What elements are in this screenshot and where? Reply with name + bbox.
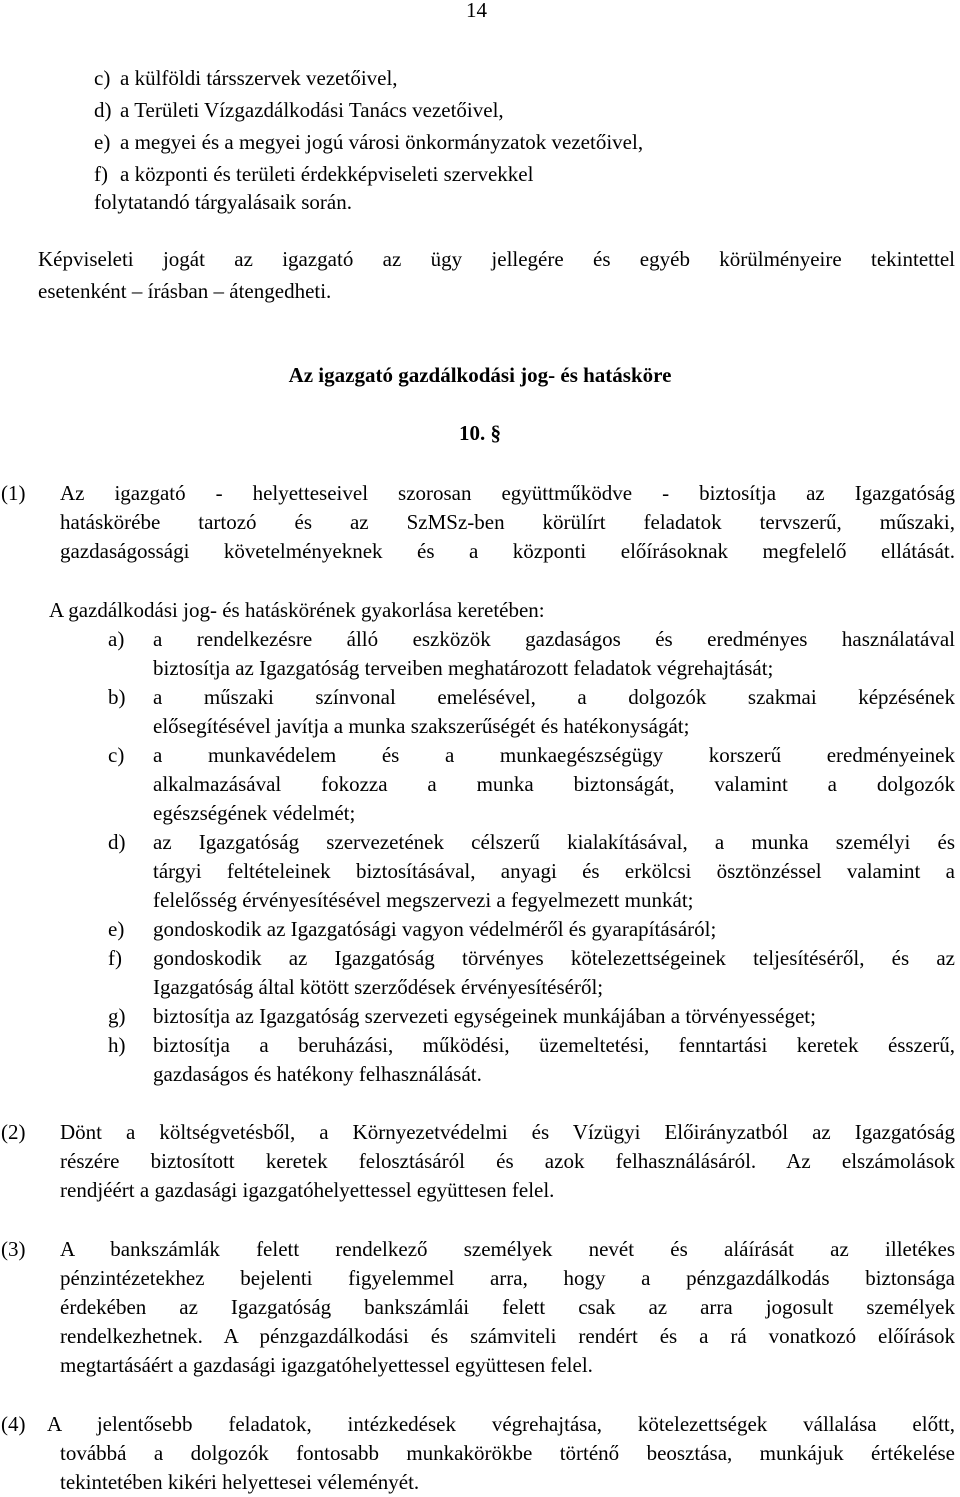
list-marker: d) [94,98,112,122]
list-text: a külföldi társszervek vezetőivel, [120,66,398,90]
paragraph-4 [47,1410,955,1497]
paragraph-line: tekintetében kikéri helyettesei véleményét. [60,1470,420,1494]
item-line: tárgyi feltételeinek biztosításával, anyagi és erkölcsi ösztönzéssel valamint a [153,859,955,883]
section-number: 10. § [459,421,501,445]
item-line: alkalmazásával fokozza a munka biztonságát, valamint a dolgozók [153,772,955,796]
item-marker: e) [108,917,125,941]
item-marker: c) [108,743,125,767]
paragraph-line: Képviseleti jogát az igazgató az ügy jellegére és egyéb körülményeire tekintettel [38,247,955,271]
list-item [94,128,644,157]
paragraph-number: (4) [1,1412,26,1436]
paragraph-line: Dönt a költségvetésből, a Környezetvédelmi és Vízügyi Előirányzatból az Igazgatóság [60,1120,955,1144]
list-item [153,625,955,683]
item-marker: h) [108,1033,126,1057]
list-item [153,828,955,915]
paragraph-line: továbbá a dolgozók fontosabb munkakörökbe történő beosztása, munkájuk értékelése [60,1441,955,1465]
paragraph-line: érdekében az Igazgatóság bankszámlái felett csak az arra jogosult személyek [60,1295,955,1319]
item-line: elősegítésével javítja a munka szakszerűségét és hatékonyságát; [153,714,690,738]
intro-tail: folytatandó tárgyalásaik során. [94,190,352,214]
item-line: a munkavédelem és a munkaegészségügy korszerű eredményeinek [153,743,955,767]
paragraph-line: gazdaságossági követelményeknek és a központi előírásoknak megfelelő ellátását. [60,539,955,563]
item-line: biztosítja az Igazgatóság szervezeti egységeinek munkájában a törvényességet; [153,1004,816,1028]
paragraph-3 [60,1235,955,1380]
paragraph-line: Az igazgató - helyetteseivel szorosan együttműködve - biztosítja az Igazgatóság [60,481,955,505]
paragraph-1 [60,479,955,566]
list-item [153,683,955,741]
page-number: 14 [466,0,487,22]
list-intro: A gazdálkodási jog- és hatáskörének gyakorlása keretében: [49,598,545,622]
list-item [153,915,955,944]
list-item [153,741,955,828]
list-item [94,64,398,93]
paragraph-line: részére biztosított keretek felosztásáról és azok felhasználásáról. Az elszámolások [60,1149,955,1173]
item-marker: f) [108,946,122,970]
item-line: felelősség érvényesítésével megszervezi a fegyelmezett munkát; [153,888,694,912]
item-line: gondoskodik az Igazgatóság törvényes kötelezettségeinek teljesítéséről, és az [153,946,955,970]
list-marker: f) [94,162,108,186]
item-line: Igazgatóság által kötött szerződések érvényesítéséről; [153,975,604,999]
item-line: gondoskodik az Igazgatósági vagyon védelméről és gyarapításáról; [153,917,717,941]
list-text: a Területi Vízgazdálkodási Tanács vezetőivel, [120,98,504,122]
item-line: biztosítja az Igazgatóság terveiben meghatározott feladatok végrehajtását; [153,656,774,680]
list-item [153,944,955,1002]
paragraph-line: rendelkezhetnek. A pénzgazdálkodási és számviteli rendért és a rá vonatkozó előírások [60,1324,955,1348]
section-heading: Az igazgató gazdálkodási jog- és hatásköre [288,363,672,387]
item-line: a rendelkezésre álló eszközök gazdaságos és eredményes használatával [153,627,955,651]
item-line: gazdaságos és hatékony felhasználását. [153,1062,482,1086]
item-marker: a) [108,627,125,651]
paragraph-line: esetenként – írásban – átengedheti. [38,279,332,303]
list-item [94,96,504,125]
paragraph-line: pénzintézetekhez bejelenti figyelemmel arra, hogy a pénzgazdálkodás biztonsága [60,1266,955,1290]
paragraph-line: megtartásáért a gazdasági igazgatóhelyettessel együttesen felel. [60,1353,593,1377]
item-line: a műszaki színvonal emelésével, a dolgozók szakmai képzésének [153,685,955,709]
paragraph-line: A jelentősebb feladatok, intézkedések végrehajtása, kötelezettségek vállalása előtt, [47,1412,955,1436]
paragraph-line: A bankszámlák felett rendelkező személyek nevét és aláírását az illetékes [60,1237,955,1261]
paragraph-2 [60,1118,955,1205]
item-line: egészségének védelmét; [153,801,356,825]
item-marker: b) [108,685,126,709]
list-item [153,1002,955,1031]
item-marker: g) [108,1004,126,1028]
list-text: a központi és területi érdekképviseleti szervekkel [120,162,534,186]
item-marker: d) [108,830,126,854]
list-marker: e) [94,130,111,154]
list-item [94,160,534,189]
paragraph-number: (3) [1,1237,26,1261]
list-item [153,1031,955,1089]
paragraph-number: (2) [1,1120,26,1144]
paragraph-line: hatáskörébe tartozó és az SzMSz-ben körülírt feladatok tervszerű, műszaki, [60,510,955,534]
item-line: biztosítja a beruházási, működési, üzemeltetési, fenntartási keretek ésszerű, [153,1033,955,1057]
paragraph-number: (1) [1,481,26,505]
list-marker: c) [94,66,111,90]
paragraph-line: rendjéért a gazdasági igazgatóhelyettessel együttesen felel. [60,1178,555,1202]
item-line: az Igazgatóság szervezetének célszerű kialakításával, a munka személyi és [153,830,955,854]
list-text: a megyei és a megyei jogú városi önkormányzatok vezetőivel, [120,130,644,154]
representation-paragraph [38,245,955,306]
